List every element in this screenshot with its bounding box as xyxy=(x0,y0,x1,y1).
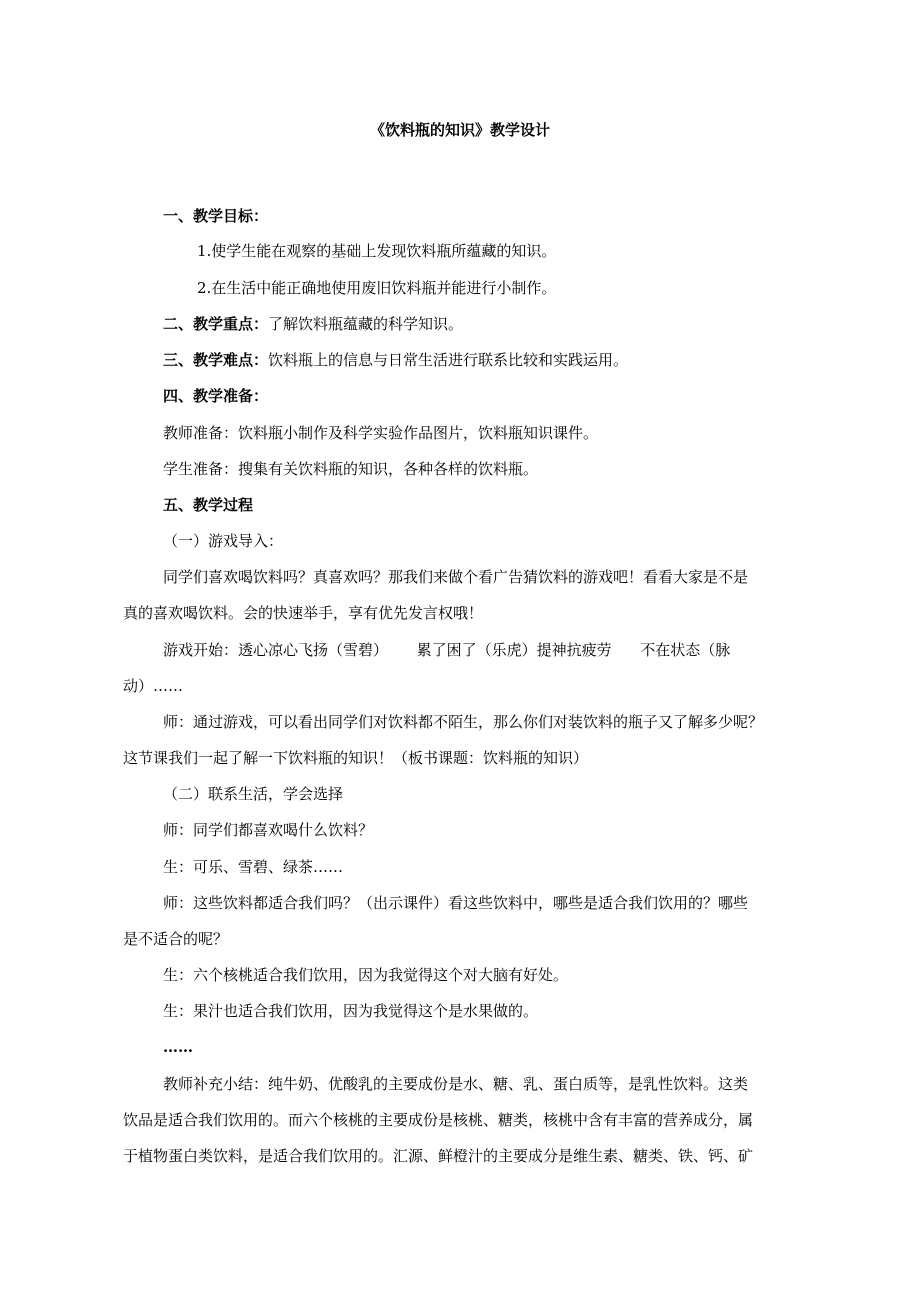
subheading-life-choice: （二）联系生活，学会选择 xyxy=(163,785,344,803)
paragraph-line: 同学们喜欢喝饮料吗？真喜欢吗？那我们来做个看广告猜饮料的游戏吧！看看大家是不是 xyxy=(163,568,749,586)
page-title: 《饮料瓶的知识》教学设计 xyxy=(369,121,550,139)
key-point-line xyxy=(163,314,463,334)
objective-2: 2.在生活中能正确地使用废旧饮料瓶并能进行小制作。 xyxy=(197,279,557,297)
student-preparation: 学生准备：搜集有关饮料瓶的知识，各种各样的饮料瓶。 xyxy=(163,460,539,478)
paragraph-line: 教师补充小结：纯牛奶、优酸乳的主要成份是水、糖、乳、蛋白质等，是乳性饮料。这类 xyxy=(163,1075,749,1093)
heading-preparation: 四、教学准备： xyxy=(163,387,269,405)
subheading-game-intro: （一）游戏导入： xyxy=(163,532,284,550)
heading-key-point: 二、教学重点： xyxy=(163,315,269,333)
paragraph-line: 生：六个核桃适合我们饮用，因为我觉得这个对大脑有好处。 xyxy=(163,966,569,984)
ellipsis-line: …… xyxy=(163,1038,193,1056)
paragraph-line: 这节课我们一起了解一下饮料瓶的知识！（板书课题：饮料瓶的知识） xyxy=(123,749,589,767)
paragraph-line: 于植物蛋白类饮料，是适合我们饮用的。汇源、鲜橙汁的主要成分是维生素、糖类、铁、钙、矿 xyxy=(123,1147,754,1165)
paragraph-line: 动）…… xyxy=(123,677,184,695)
heading-difficulty: 三、教学难点： xyxy=(163,351,269,369)
difficulty-text: 饮料瓶上的信息与日常生活进行联系比较和实践运用。 xyxy=(268,351,629,369)
objective-1: 1.使学生能在观察的基础上发现饮料瓶所蕴藏的知识。 xyxy=(197,242,557,260)
difficulty-line xyxy=(163,350,628,370)
paragraph-line: 师：通过游戏，可以看出同学们对饮料都不陌生，那么你们对装饮料的瓶子又了解多少呢？ xyxy=(163,713,764,731)
heading-objectives: 一、教学目标： xyxy=(163,207,269,225)
paragraph-line: 师：同学们都喜欢喝什么饮料？ xyxy=(163,821,374,839)
teacher-preparation: 教师准备：饮料瓶小制作及科学实验作品图片，饮料瓶知识课件。 xyxy=(163,424,599,442)
paragraph-line: 师：这些饮料都适合我们吗？（出示课件）看这些饮料中，哪些是适合我们饮用的？哪些 xyxy=(163,894,749,912)
paragraph-line: 是不适合的呢？ xyxy=(123,930,229,948)
paragraph-line: 游戏开始：透心凉心飞扬（雪碧） 累了困了（乐虎）提神抗疲劳 不在状态（脉 xyxy=(163,641,731,659)
key-point-text: 了解饮料瓶蕴藏的科学知识。 xyxy=(268,315,464,333)
paragraph-line: 生：果汁也适合我们饮用，因为我觉得这个是水果做的。 xyxy=(163,1002,539,1020)
paragraph-line: 真的喜欢喝饮料。会的快速举手，享有优先发言权哦！ xyxy=(123,604,484,622)
heading-process: 五、教学过程 xyxy=(163,496,254,514)
paragraph-line: 生：可乐、雪碧、绿茶…… xyxy=(163,858,344,876)
paragraph-line: 饮品是适合我们饮用的。而六个核桃的主要成份是核桃、糖类，核桃中含有丰富的营养成分，属 xyxy=(123,1111,754,1129)
